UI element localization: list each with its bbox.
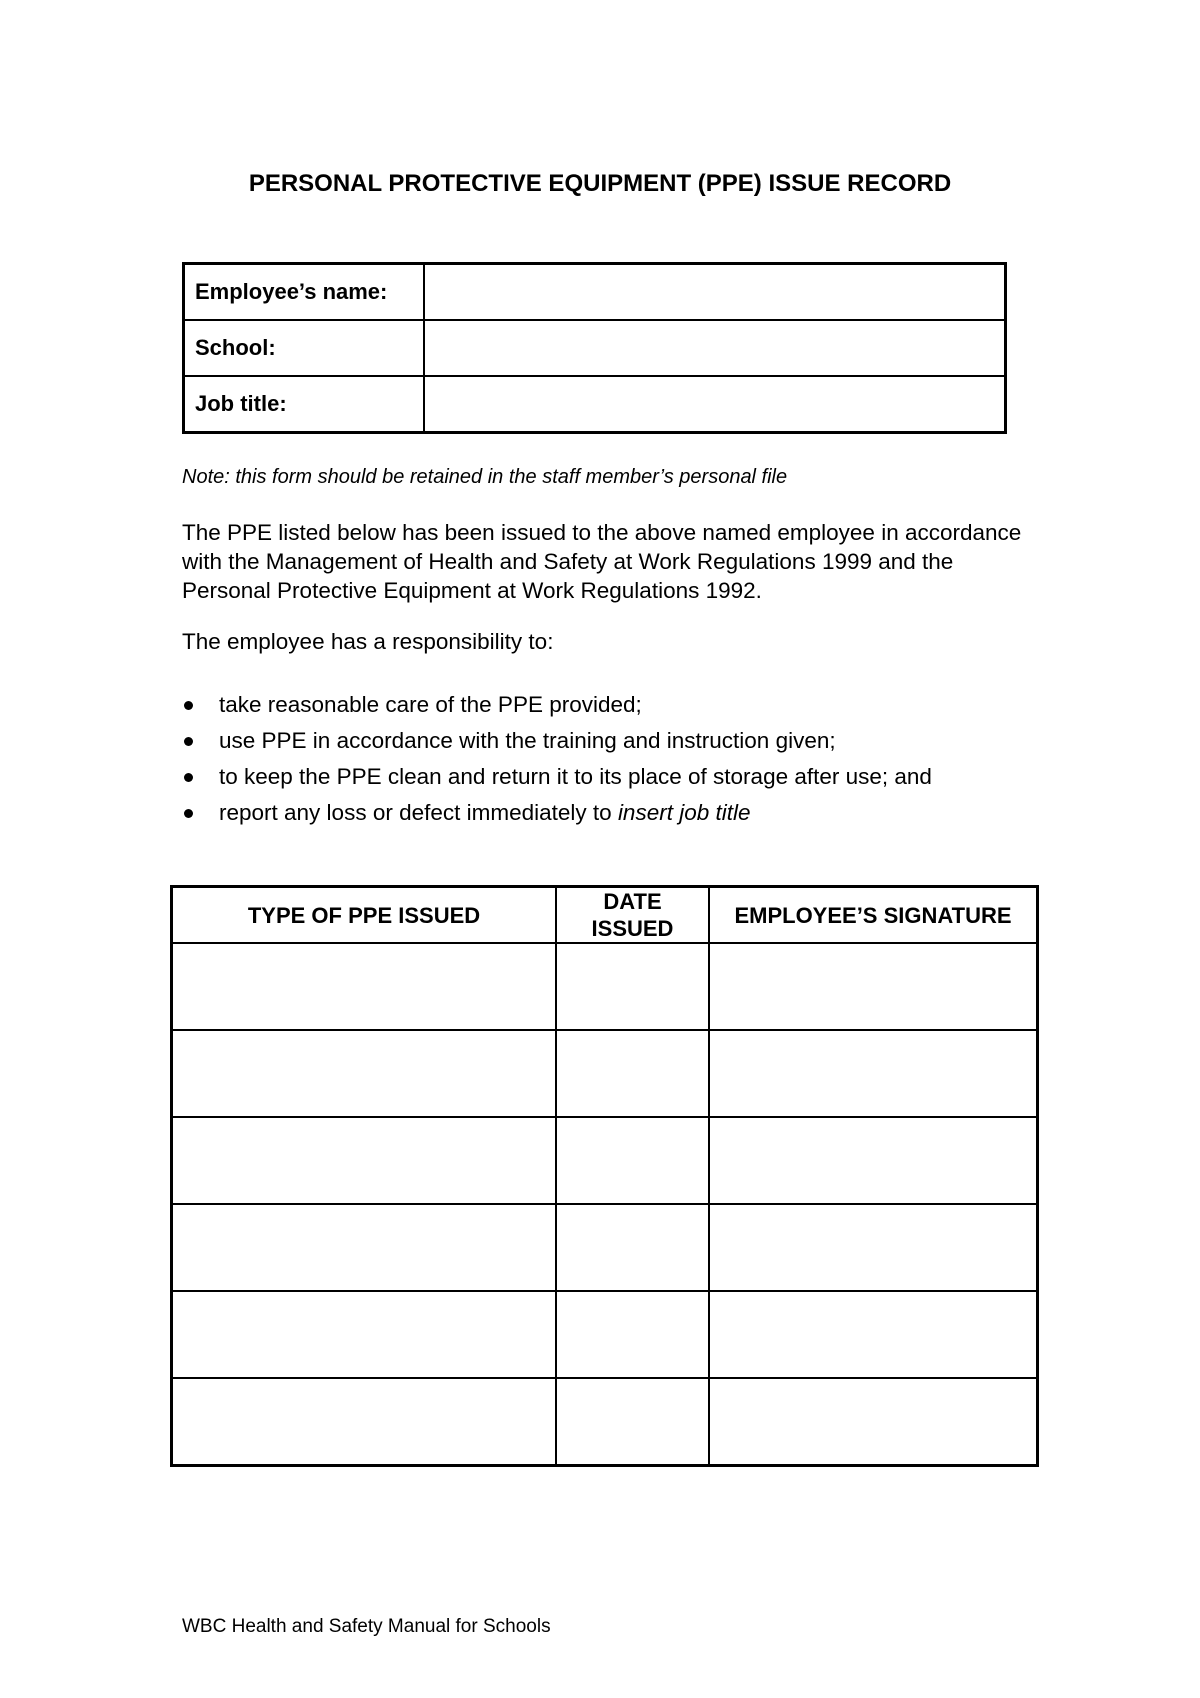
table-row bbox=[172, 1204, 1038, 1291]
date-issued-cell[interactable] bbox=[556, 1117, 709, 1204]
signature-cell[interactable] bbox=[709, 943, 1038, 1030]
employee-name-field[interactable] bbox=[424, 264, 1006, 321]
table-header-row bbox=[172, 887, 1038, 944]
job-title-label: Job title: bbox=[184, 376, 425, 433]
list-item bbox=[182, 764, 932, 800]
header-employee-signature: EMPLOYEE’S SIGNATURE bbox=[709, 887, 1038, 944]
table-row bbox=[172, 1378, 1038, 1466]
responsibility-heading: The employee has a responsibility to: bbox=[182, 629, 554, 654]
bullet-icon bbox=[184, 809, 193, 818]
job-title-row bbox=[184, 376, 1006, 433]
ppe-type-cell[interactable] bbox=[172, 1291, 557, 1378]
employee-name-label: Employee’s name: bbox=[184, 264, 425, 321]
list-item-text: use PPE in accordance with the training and instruction given; bbox=[219, 728, 836, 753]
list-item-text: report any loss or defect immediately to bbox=[219, 800, 618, 825]
header-type-of-ppe: TYPE OF PPE ISSUED bbox=[172, 887, 557, 944]
date-issued-cell[interactable] bbox=[556, 1378, 709, 1466]
list-item-text: to keep the PPE clean and return it to its place of storage after use; and bbox=[219, 764, 932, 789]
school-row bbox=[184, 320, 1006, 376]
date-issued-cell[interactable] bbox=[556, 1291, 709, 1378]
responsibility-list bbox=[182, 692, 932, 836]
date-issued-cell[interactable] bbox=[556, 1030, 709, 1117]
list-item bbox=[182, 800, 932, 836]
ppe-issue-table bbox=[170, 885, 1039, 1467]
intro-paragraph: The PPE listed below has been issued to the above named employee in accordance with the Management of Health and Safety at Work Regulations 1999 and the Personal Protective Equipment at Work Regulations 1992. bbox=[182, 520, 1022, 603]
date-issued-cell[interactable] bbox=[556, 943, 709, 1030]
table-row bbox=[172, 1030, 1038, 1117]
list-item-text: take reasonable care of the PPE provided; bbox=[219, 692, 642, 717]
signature-cell[interactable] bbox=[709, 1291, 1038, 1378]
signature-cell[interactable] bbox=[709, 1204, 1038, 1291]
job-title-field[interactable] bbox=[424, 376, 1006, 433]
ppe-type-cell[interactable] bbox=[172, 1117, 557, 1204]
ppe-type-cell[interactable] bbox=[172, 1204, 557, 1291]
table-row bbox=[172, 1291, 1038, 1378]
ppe-type-cell[interactable] bbox=[172, 943, 557, 1030]
bullet-icon bbox=[184, 737, 193, 746]
list-item-placeholder: insert job title bbox=[617, 800, 751, 825]
document-title: PERSONAL PROTECTIVE EQUIPMENT (PPE) ISSUE RECORD bbox=[248, 170, 952, 197]
employee-info-table bbox=[182, 262, 1007, 434]
header-date-issued: DATE ISSUED bbox=[556, 887, 709, 944]
date-issued-cell[interactable] bbox=[556, 1204, 709, 1291]
bullet-icon bbox=[184, 773, 193, 782]
table-row bbox=[172, 943, 1038, 1030]
signature-cell[interactable] bbox=[709, 1117, 1038, 1204]
page-footer: WBC Health and Safety Manual for Schools bbox=[182, 1616, 551, 1637]
list-item bbox=[182, 692, 932, 728]
employee-name-row bbox=[184, 264, 1006, 321]
list-item bbox=[182, 728, 932, 764]
retention-note: Note: this form should be retained in the staff member’s personal file bbox=[182, 466, 788, 488]
table-row bbox=[172, 1117, 1038, 1204]
ppe-type-cell[interactable] bbox=[172, 1378, 557, 1466]
signature-cell[interactable] bbox=[709, 1378, 1038, 1466]
school-field[interactable] bbox=[424, 320, 1006, 376]
ppe-type-cell[interactable] bbox=[172, 1030, 557, 1117]
bullet-icon bbox=[184, 701, 193, 710]
school-label: School: bbox=[184, 320, 425, 376]
signature-cell[interactable] bbox=[709, 1030, 1038, 1117]
